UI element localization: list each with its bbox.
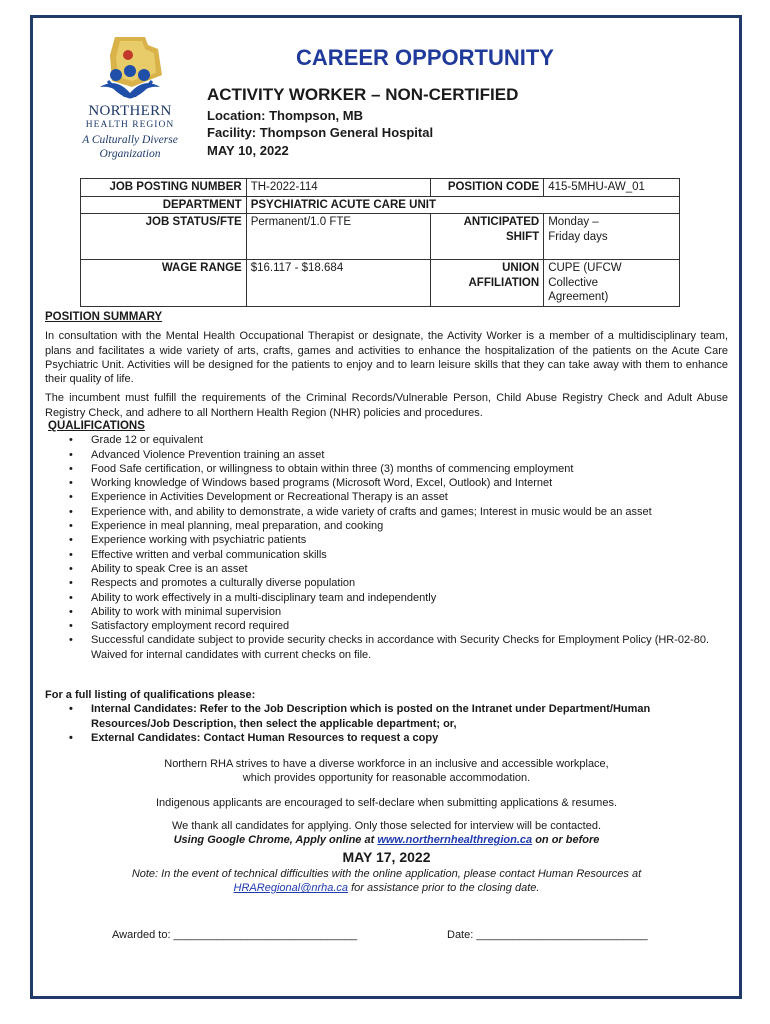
position-code-label: POSITION CODE xyxy=(431,179,544,197)
summary-paragraph-2: The incumbent must fulfill the requirements of the Criminal Records/Vulnerable Person, Child Abuse Registry Check and Adult Abuse Registry Check, and adhere to all Northern Health Region (NHR) policies and procedures. xyxy=(45,392,728,419)
technical-note-line-2: HRARegional@nrha.ca for assistance prior to the closing date. xyxy=(233,882,540,895)
qualification-item: • Ability to speak Cree is an asset xyxy=(91,562,728,576)
full-listing-section xyxy=(45,688,728,745)
qualification-item: • Experience in Activities Development or Recreational Therapy is an asset xyxy=(91,490,728,504)
qualifications-list xyxy=(45,433,728,662)
closing-date: MAY 17, 2022 xyxy=(342,849,431,866)
qualification-item: • Working knowledge of Windows based programs (Microsoft Word, Excel, Outlook) and Internet xyxy=(91,476,728,490)
qualification-item: • Effective written and verbal communication skills xyxy=(91,548,728,562)
position-summary-heading: POSITION SUMMARY xyxy=(45,311,163,323)
job-title: ACTIVITY WORKER – NON-CERTIFIED xyxy=(207,85,519,104)
qualification-item: • Ability to work effectively in a multi-disciplinary team and independently xyxy=(91,591,728,605)
diversity-line-1: Northern RHA strives to have a diverse workforce in an inclusive and accessible workplace, xyxy=(164,758,609,770)
qualification-item: • Food Safe certification, or willingness to obtain within three (3) months of commencing employment xyxy=(91,462,728,476)
qualification-item: • Respects and promotes a culturally diverse population xyxy=(91,576,728,590)
table-row xyxy=(81,179,680,197)
position-summary-section xyxy=(45,310,728,420)
email-link[interactable]: HRARegional@nrha.ca xyxy=(233,882,349,895)
qualification-item: • Advanced Violence Prevention training an asset xyxy=(91,448,728,462)
qualification-item: • Successful candidate subject to provide security checks in accordance with Security Checks for Employment Policy (HR-02-80. Waived for internal candidates with current checks on file. xyxy=(91,633,728,662)
location-text: Location: Thompson, MB xyxy=(207,108,363,123)
listing-item: • External Candidates: Contact Human Resources to request a copy xyxy=(91,731,728,745)
qualification-item: • Experience with, and ability to demonstrate, a wide variety of crafts and games; Interest in music would be an asset xyxy=(91,505,728,519)
posting-number-label: JOB POSTING NUMBER xyxy=(81,179,247,197)
awarded-to-field: Awarded to: ______________________________ xyxy=(112,929,358,941)
summary-paragraph-1: In consultation with the Mental Health Occupational Therapist or designate, the Activity Worker is a member of a multidisciplinary team, plans and facilitates a wide variety of arts, crafts, games and activities to enhance the hospitalization of the patients on the Acute Care Psychiatric Unit. Activities will be designed for the patients to enjoy and to learn leisure skills that they can take away with them to enhance their quality of life. xyxy=(45,330,728,386)
logo-tagline: A Culturally Diverse Organization xyxy=(82,134,178,160)
full-listing-heading: For a full listing of qualifications please: xyxy=(45,689,256,701)
posting-number-value: TH-2022-114 xyxy=(246,179,431,197)
qualification-item: • Satisfactory employment record required xyxy=(91,619,728,633)
union-label: UNION AFFILIATION xyxy=(431,260,544,307)
full-listing-list xyxy=(45,702,728,745)
qualification-item: • Grade 12 or equivalent xyxy=(91,433,728,447)
technical-note-line-1: Note: In the event of technical difficulties with the online application, please contact Human Resources at xyxy=(131,867,642,880)
footer-section xyxy=(45,757,728,895)
qualifications-heading: QUALIFICATIONS xyxy=(48,420,145,432)
qualification-item: • Ability to work with minimal supervision xyxy=(91,605,728,619)
date-field: Date: ____________________________ xyxy=(447,929,648,941)
status-label: JOB STATUS/FTE xyxy=(81,214,247,260)
wage-value: $16.117 - $18.684 xyxy=(246,260,431,307)
indigenous-statement: Indigenous applicants are encouraged to self-declare when submitting applications & resumes. xyxy=(155,796,618,809)
page-title: CAREER OPPORTUNITY xyxy=(296,45,554,70)
logo-subname: HEALTH REGION xyxy=(85,120,175,130)
qualification-item: • Experience in meal planning, meal preparation, and cooking xyxy=(91,519,728,533)
table-row xyxy=(81,214,680,260)
department-value: PSYCHIATRIC ACUTE CARE UNIT xyxy=(246,196,679,214)
website-link[interactable]: www.northernhealthregion.ca xyxy=(377,834,533,847)
job-info-table xyxy=(80,178,680,307)
department-label: DEPARTMENT xyxy=(81,196,247,214)
facility-text: Facility: Thompson General Hospital xyxy=(207,125,434,140)
table-row xyxy=(81,196,680,214)
union-value: CUPE (UFCW Collective Agreement) xyxy=(544,260,680,307)
apply-online-line: Using Google Chrome, Apply online at www.northernhealthregion.ca on or before xyxy=(173,834,600,847)
qualifications-section xyxy=(45,419,728,662)
qualification-item: • Experience working with psychiatric patients xyxy=(91,533,728,547)
logo-name: NORTHERN xyxy=(88,103,172,119)
thanks-statement: We thank all candidates for applying. Only those selected for interview will be contacted. xyxy=(171,819,602,832)
position-code-value: 415-5MHU-AW_01 xyxy=(544,179,680,197)
wage-label: WAGE RANGE xyxy=(81,260,247,307)
shift-value: Monday – Friday days xyxy=(544,214,680,260)
shift-label: ANTICIPATED SHIFT xyxy=(431,214,544,260)
diversity-line-2: which provides opportunity for reasonable accommodation. xyxy=(242,772,531,785)
table-row xyxy=(81,260,680,307)
listing-item: • Internal Candidates: Refer to the Job Description which is posted on the Intranet under Department/Human Resources/Job Description, then select the applicable department; or, xyxy=(91,702,728,731)
posting-date: MAY 10, 2022 xyxy=(207,143,289,158)
status-value: Permanent/1.0 FTE xyxy=(246,214,431,260)
